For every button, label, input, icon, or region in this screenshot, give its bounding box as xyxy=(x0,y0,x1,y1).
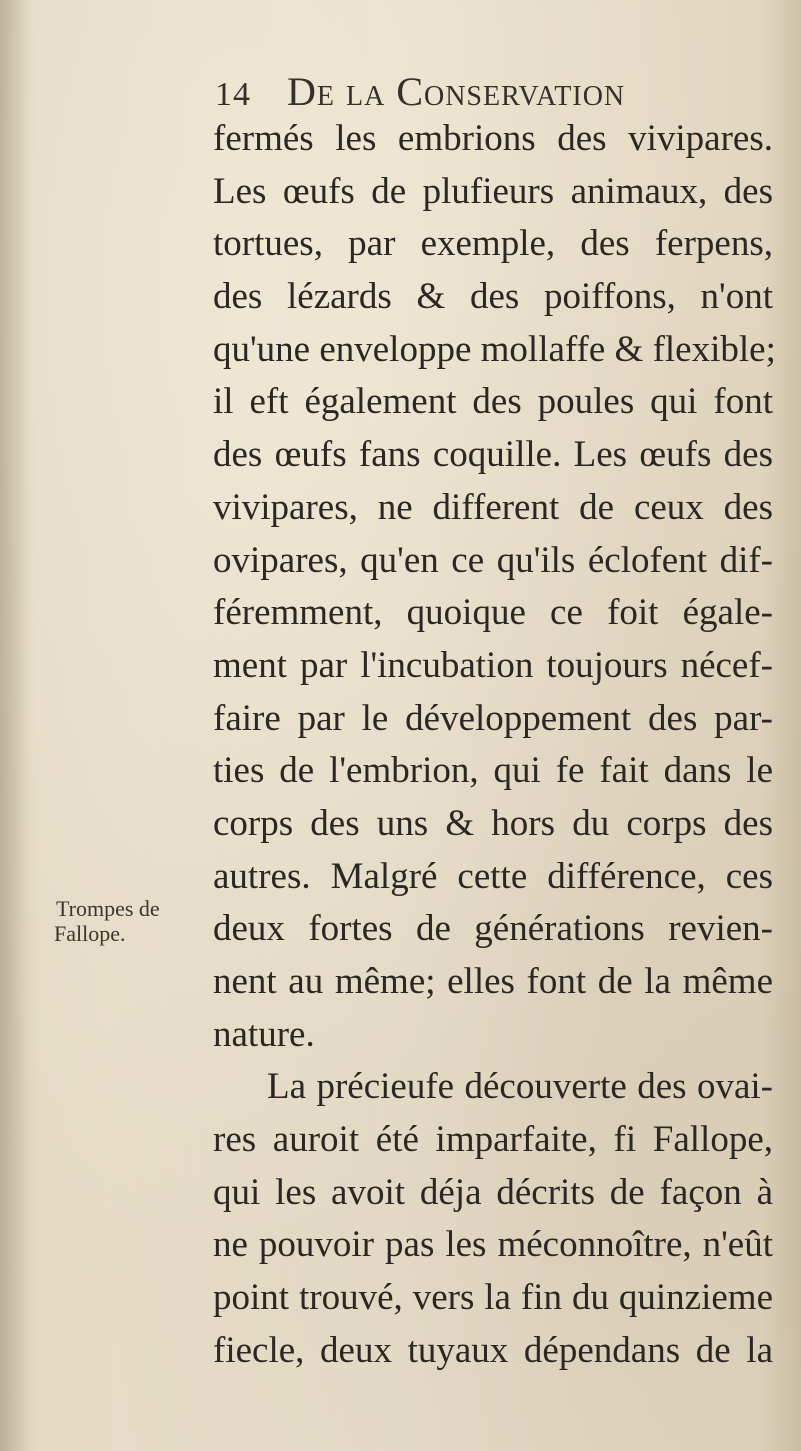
text-line: deux fortes de générations revien- xyxy=(213,908,773,950)
text-line: qui les avoit déja décrits de façon à xyxy=(213,1171,773,1213)
text-line: ment par l'incubation toujours nécef- xyxy=(213,644,773,686)
gutter-shadow xyxy=(0,0,30,1451)
text-line: il eft également des poules qui font xyxy=(213,381,773,423)
text-line: autres. Malgré cette différence, ces xyxy=(213,855,773,897)
paragraph-start-line: La précieufe découverte des ovai- xyxy=(267,1066,773,1108)
text-line: vivipares, ne different de ceux des xyxy=(213,486,773,528)
text-line: fiecle, deux tuyaux dépendans de la xyxy=(213,1329,773,1371)
running-title: De la Conservation xyxy=(287,69,626,114)
text-line: res auroit été imparfaite, fi Fallope, xyxy=(213,1119,773,1161)
text-line: féremment, quoique ce foit égale- xyxy=(213,592,773,634)
text-line: ties de l'embrion, qui fe fait dans le xyxy=(213,750,773,792)
body-text xyxy=(213,113,776,1378)
page-number: 14 xyxy=(215,76,251,113)
margin-note xyxy=(56,896,206,946)
paragraph-end-line: nature. xyxy=(213,1013,315,1055)
text-line: des œufs fans coquille. Les œufs des xyxy=(213,434,773,476)
margin-note-line: Fallope. xyxy=(54,921,126,946)
text-line: tortues, par exemple, des ferpens, xyxy=(213,223,773,265)
text-line: fermés les embrions des vivipares. xyxy=(213,118,773,159)
text-line: des lézards & des poiffons, n'ont xyxy=(213,276,773,318)
text-line: faire par le développement des par- xyxy=(213,697,773,739)
text-line: nent au même; elles font de la même xyxy=(213,961,773,1002)
text-line: qu'une enveloppe mollaffe & flexible; xyxy=(213,328,776,370)
text-line: point trouvé, vers la fin du quinzieme xyxy=(213,1277,773,1319)
text-line: ovipares, qu'en ce qu'ils éclofent dif- xyxy=(213,539,773,581)
text-line: ne pouvoir pas les méconnoître, n'eût xyxy=(213,1224,773,1266)
text-line: corps des uns & hors du corps des xyxy=(213,802,773,844)
margin-note-line: Trompes de xyxy=(56,896,160,921)
running-head xyxy=(215,68,625,115)
text-line: Les œufs de plufieurs animaux, des xyxy=(213,170,773,212)
